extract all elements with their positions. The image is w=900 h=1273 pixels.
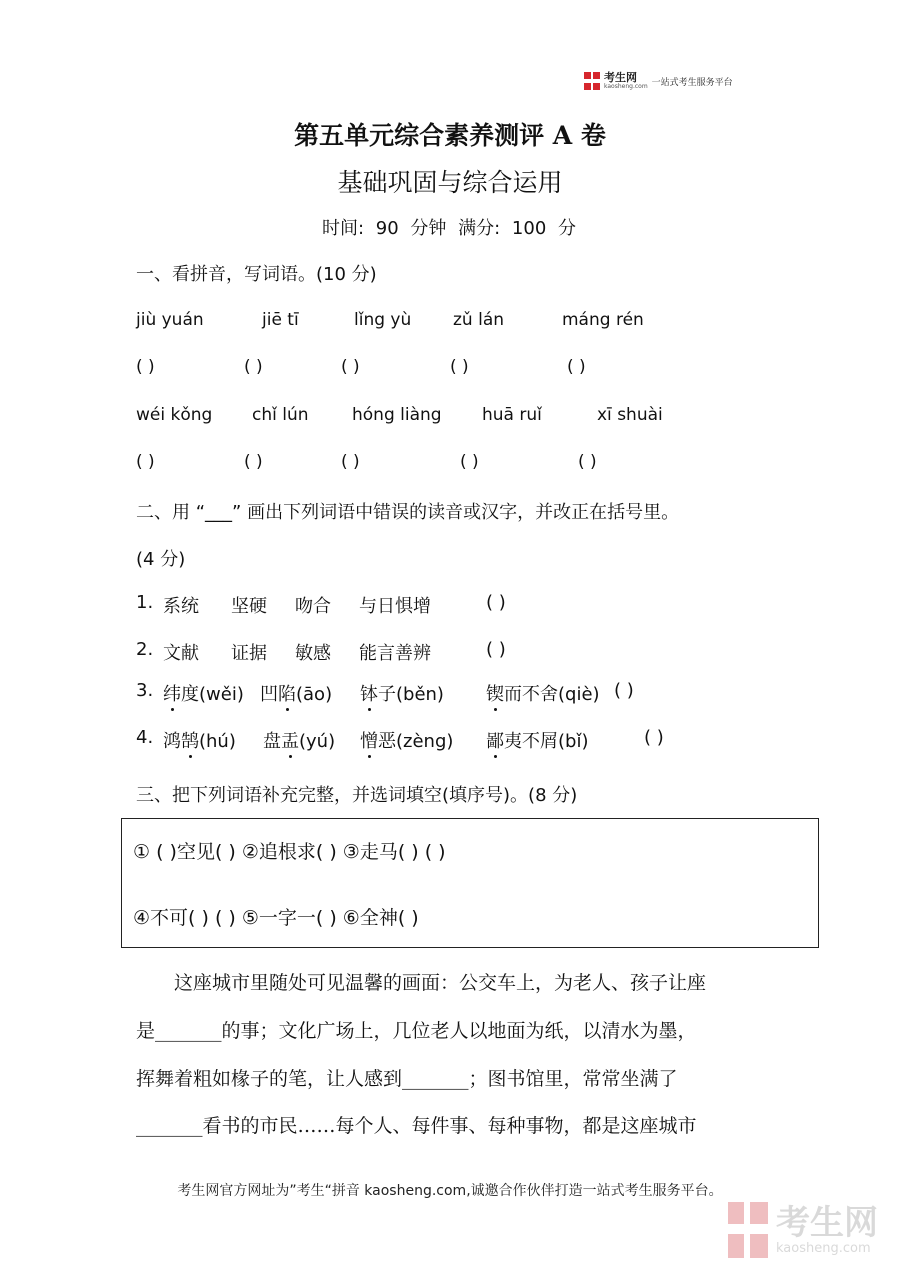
item-number: 3.: [136, 680, 154, 701]
answer-blank[interactable]: ( ): [244, 452, 263, 472]
word: 文献: [163, 643, 199, 664]
answer-blank[interactable]: ( ): [460, 452, 479, 472]
answer-blank[interactable]: ( ): [486, 639, 506, 660]
pinyin-1-5: máng rén: [562, 310, 644, 330]
answer-blank[interactable]: ( ): [614, 680, 634, 701]
word-with-pinyin: 憎恶(zèng): [360, 731, 454, 752]
word-with-pinyin: 钵子(běn): [360, 684, 444, 705]
item-number: 4.: [136, 727, 154, 748]
answer-blank[interactable]: ( ): [644, 727, 664, 748]
logo-slogan: 一站式考生服务平台: [651, 77, 733, 88]
answer-blank[interactable]: ( ): [136, 357, 155, 377]
word: 坚硬: [231, 596, 267, 617]
item-number: 1.: [136, 592, 154, 613]
section3-heading: 三、把下列词语补充完整，并选词填空(填序号)。(8 分): [136, 785, 578, 806]
word: 证据: [231, 643, 267, 664]
answer-blank[interactable]: ( ): [486, 592, 506, 613]
logo-domain: kaosheng.com: [604, 83, 648, 90]
word: 与日惧增: [359, 596, 431, 617]
page-subtitle: 基础巩固与综合运用: [337, 168, 563, 197]
pinyin-1-3: lǐng yù: [354, 310, 412, 330]
answer-blank[interactable]: ( ): [136, 452, 155, 472]
word-with-pinyin: 盘盂(yú): [263, 731, 336, 752]
word-with-pinyin: 鄙夷不屑(bǐ): [486, 731, 589, 752]
answer-blank[interactable]: ( ): [341, 452, 360, 472]
pinyin-2-1: wéi kǒng: [136, 405, 213, 425]
watermark-name: 考生网: [776, 1202, 878, 1243]
answer-blank[interactable]: ( ): [567, 357, 586, 377]
answer-blank[interactable]: ( ): [450, 357, 469, 377]
word: 吻合: [295, 596, 331, 617]
answer-blank[interactable]: ( ): [578, 452, 597, 472]
word-choice-line-2: ④不可( ) ( ) ⑤一字一( ) ⑥全神( ): [133, 907, 419, 929]
answer-blank[interactable]: ( ): [244, 357, 263, 377]
logo-name: 考生网: [604, 71, 637, 84]
pinyin-2-4: huā ruǐ: [482, 405, 542, 425]
word-with-pinyin: 凹陷(āo): [260, 684, 333, 705]
passage-line: 挥舞着粗如椽子的笔，让人感到_______；图书馆里，常常坐满了: [136, 1068, 678, 1090]
word-choice-box: [121, 818, 819, 948]
section2-score: (4 分): [136, 549, 186, 570]
exam-meta: 时间: 90 分钟 满分: 100 分: [322, 218, 576, 239]
word-with-pinyin: 鸿鹄(hú): [163, 731, 236, 752]
pinyin-1-4: zǔ lán: [453, 310, 505, 330]
passage-line: 是_______的事；文化广场上，几位老人以地面为纸，以清水为墨，: [136, 1020, 697, 1042]
page-footer: 考生网官方网址为”考生“拼音 kaosheng.com,诚邀合作伙伴打造一站式考生服务平台。: [177, 1183, 723, 1199]
word-choice-line-1: ① ( )空见( ) ②追根求( ) ③走马( ) ( ): [133, 841, 446, 863]
pinyin-2-3: hóng liàng: [352, 405, 442, 425]
watermark-logo: [728, 1202, 878, 1258]
section2-heading: 二、用 “___” 画出下列词语中错误的读音或汉字，并改正在括号里。: [136, 502, 680, 523]
word: 系统: [163, 596, 199, 617]
section1-heading: 一、看拼音，写词语。(10 分): [136, 264, 377, 285]
word: 敏感: [295, 643, 331, 664]
header-logo: [584, 72, 733, 90]
pinyin-2-5: xī shuài: [597, 405, 663, 425]
page-title: 第五单元综合素养测评 A 卷: [294, 121, 606, 150]
pinyin-1-2: jiē tī: [262, 310, 299, 330]
word-with-pinyin: 锲而不舍(qiè): [486, 684, 600, 705]
passage-line: 这座城市里随处可见温馨的画面：公交车上，为老人、孩子让座: [136, 972, 707, 994]
kaosheng-logo-icon: [584, 72, 600, 90]
word-with-pinyin: 纬度(wěi): [163, 684, 244, 705]
item-number: 2.: [136, 639, 154, 660]
watermark-logo-icon: [728, 1202, 768, 1258]
pinyin-1-1: jiù yuán: [136, 310, 204, 330]
watermark-domain: kaosheng.com: [776, 1240, 871, 1256]
pinyin-2-2: chǐ lún: [252, 405, 309, 425]
answer-blank[interactable]: ( ): [341, 357, 360, 377]
passage-line: _______看书的市民……每个人、每件事、每种事物，都是这座城市: [136, 1115, 697, 1137]
word: 能言善辨: [359, 643, 431, 664]
